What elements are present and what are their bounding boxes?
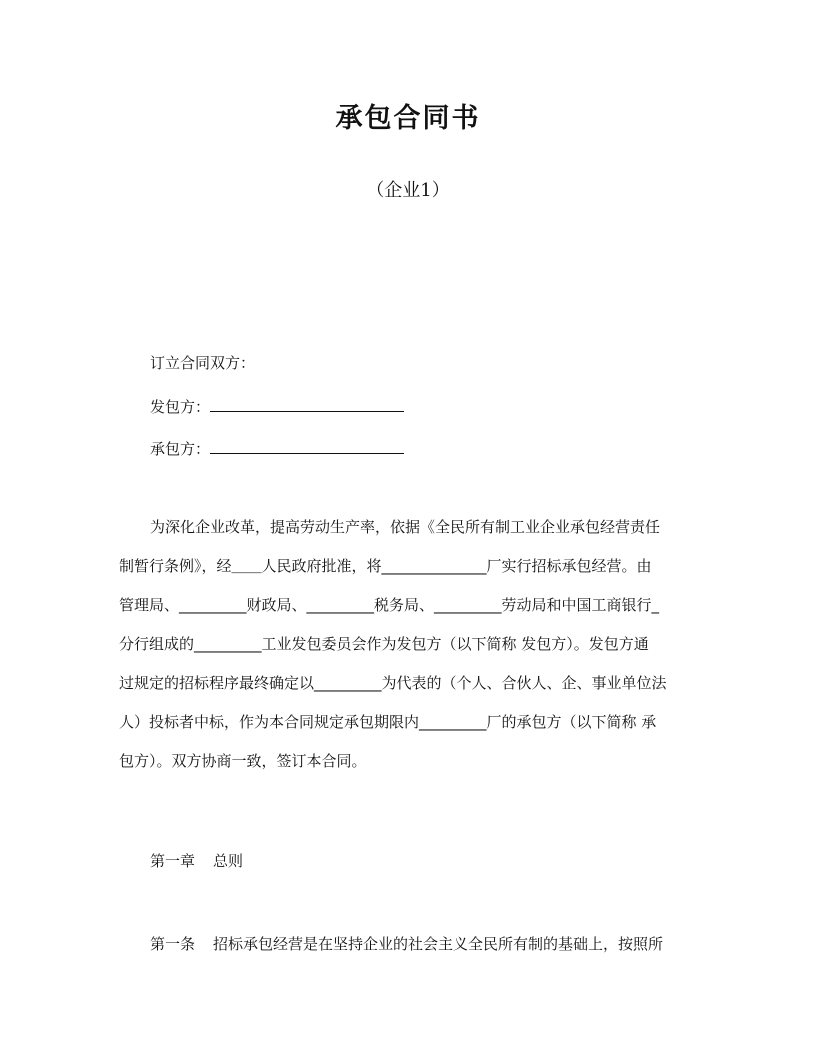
employer-label: 发包方： xyxy=(150,398,211,416)
preamble-line: 过规定的招标程序最终确定以_________为代表的（个人、合伙人、企、事业单位法 xyxy=(119,674,667,692)
preamble-line: 制暂行条例》，经＿＿人民政府批准，将______________厂实行招标承包经营。由 xyxy=(119,557,652,575)
preamble-line: 人）投标者中标，作为本合同规定承包期限内_________厂的承包方（以下简称 承 xyxy=(119,713,657,731)
article-number: 第一条 xyxy=(150,935,196,953)
preamble-paragraph xyxy=(119,508,699,781)
chapter-title: 总则 xyxy=(213,852,244,870)
contractor-blank xyxy=(210,436,404,454)
article-text: 招标承包经营是在坚持企业的社会主义全民所有制的基础上，按照所 xyxy=(213,935,664,953)
parties-intro: 订立合同双方： xyxy=(150,354,256,372)
chapter-number: 第一章 xyxy=(150,852,196,870)
document-subtitle: （企业1） xyxy=(366,180,450,201)
preamble-line: 包方）。双方协商一致，签订本合同。 xyxy=(119,752,367,770)
contractor-line xyxy=(150,436,404,459)
preamble-line: 为深化企业改革，提高劳动生产率，依据《全民所有制工业企业承包经营责任 xyxy=(150,518,661,536)
preamble-line: 管理局、_________财政局、_________税务局、_________劳动局和中国工商银行_ xyxy=(119,596,660,614)
document-title: 承包合同书 xyxy=(335,103,481,134)
preamble-line: 分行组成的_________工业发包委员会作为发包方（以下简称 发包方）。发包方通 xyxy=(119,635,649,653)
chapter-heading xyxy=(150,850,243,871)
employer-blank xyxy=(210,394,404,412)
contractor-label: 承包方： xyxy=(150,440,211,458)
article-one xyxy=(150,933,663,954)
employer-line xyxy=(150,394,404,417)
